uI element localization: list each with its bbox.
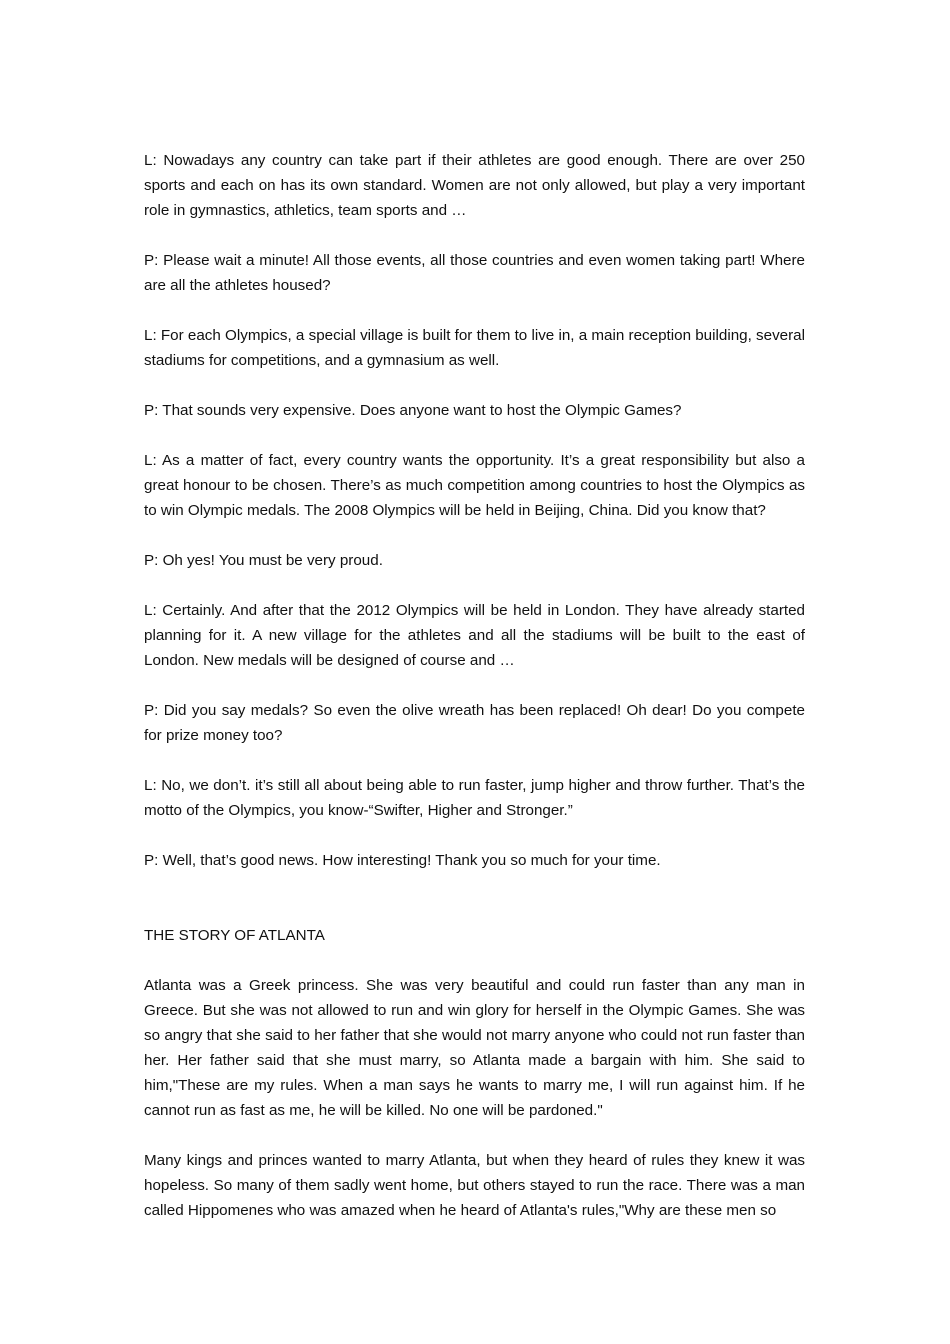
- dialog-line: L: Nowadays any country can take part if their athletes are good enough. There are over 250 sports and each on has its own standard. Women are not only allowed, but play a very important role in gymnastics, athletics, team sports and …: [144, 152, 805, 219]
- story-paragraph: Atlanta was a Greek princess. She was very beautiful and could run faster than any man in Greece. But she was not allowed to run and win glory for herself in the Olympic Games. She was so angry that she said to her father that she would not marry anyone who could not run faster than her. Her father said that she must marry, so Atlanta made a bargain with him. She said to him,"These are my rules. When a man says he wants to marry me, I will run against him. If he cannot run as fast as me, he will be killed. No one will be pardoned.": [144, 977, 805, 1119]
- story-title: THE STORY OF ATLANTA: [144, 927, 325, 944]
- story-paragraph: Many kings and princes wanted to marry Atlanta, but when they heard of rules they knew it was hopeless. So many of them sadly went home, but others stayed to run the race. There was a man called Hippomenes who was amazed when he heard of Atlanta's rules,"Why are these men so: [144, 1152, 805, 1219]
- dialog-line: P: Well, that’s good news. How interesting! Thank you so much for your time.: [144, 852, 661, 869]
- dialog-line: P: Please wait a minute! All those events, all those countries and even women taking part! Where are all the athletes housed?: [144, 252, 805, 294]
- dialog-line: P: Did you say medals? So even the olive wreath has been replaced! Oh dear! Do you compete for prize money too?: [144, 702, 805, 744]
- dialog-line: L: For each Olympics, a special village is built for them to live in, a main reception building, several stadiums for competitions, and a gymnasium as well.: [144, 327, 805, 369]
- dialog-line: L: As a matter of fact, every country wants the opportunity. It’s a great responsibility but also a great honour to be chosen. There’s as much competition among countries to host the Olympics as to win Olympic medals. The 2008 Olympics will be held in Beijing, China. Did you know that?: [144, 452, 805, 519]
- dialog-line: L: Certainly. And after that the 2012 Olympics will be held in London. They have already started planning for it. A new village for the athletes and all the stadiums will be built to the east of London. New medals will be designed of course and …: [144, 602, 805, 669]
- dialog-line: P: That sounds very expensive. Does anyone want to host the Olympic Games?: [144, 402, 682, 419]
- dialog-line: L: No, we don’t. it’s still all about being able to run faster, jump higher and throw further. That’s the motto of the Olympics, you know-“Swifter, Higher and Stronger.”: [144, 777, 805, 819]
- dialog-line: P: Oh yes! You must be very proud.: [144, 552, 383, 569]
- document-page: [144, 148, 805, 1248]
